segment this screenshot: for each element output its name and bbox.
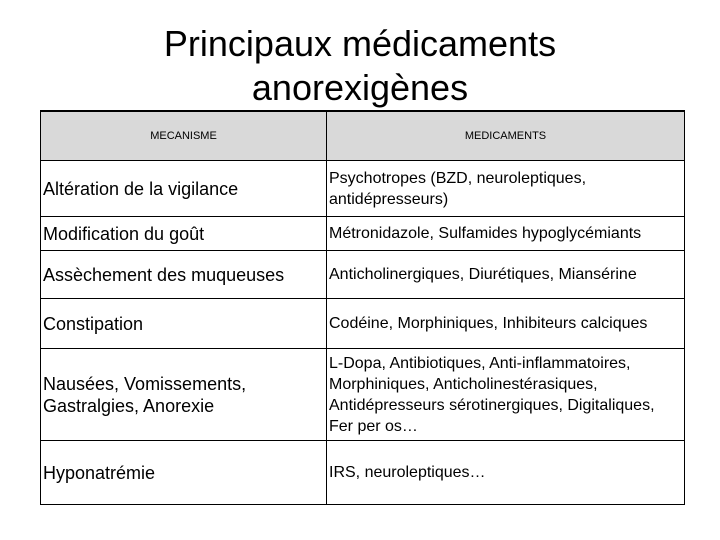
mechanism-cell: Altération de la vigilance bbox=[41, 161, 327, 217]
medications-cell: IRS, neuroleptiques… bbox=[327, 441, 685, 505]
medications-cell: Anticholinergiques, Diurétiques, Miansérine bbox=[327, 251, 685, 299]
table-row bbox=[41, 299, 685, 349]
table-row bbox=[41, 349, 685, 441]
mechanism-cell: Modification du goût bbox=[41, 217, 327, 251]
medications-cell: Codéine, Morphiniques, Inhibiteurs calciques bbox=[327, 299, 685, 349]
title-line-2: anorexigènes bbox=[251, 67, 469, 108]
mechanism-cell: Hyponatrémie bbox=[41, 441, 327, 505]
header-row bbox=[41, 111, 685, 161]
page-title bbox=[0, 22, 720, 110]
table-row bbox=[41, 217, 685, 251]
header-medications: MEDICAMENTS bbox=[327, 111, 685, 161]
mechanism-cell: Nausées, Vomissements, Gastralgies, Anorexie bbox=[41, 349, 327, 441]
table-row bbox=[41, 251, 685, 299]
header-mechanism: MECANISME bbox=[41, 111, 327, 161]
mechanism-cell: Assèchement des muqueuses bbox=[41, 251, 327, 299]
medications-cell: Psychotropes (BZD, neuroleptiques, antidépresseurs) bbox=[327, 161, 685, 217]
mechanism-cell: Constipation bbox=[41, 299, 327, 349]
table-row bbox=[41, 161, 685, 217]
title-line-1: Principaux médicaments bbox=[163, 23, 557, 64]
medication-table bbox=[40, 110, 685, 505]
table-row bbox=[41, 441, 685, 505]
medications-cell: Métronidazole, Sulfamides hypoglycémiants bbox=[327, 217, 685, 251]
medications-cell: L-Dopa, Antibiotiques, Anti-inflammatoires, Morphiniques, Anticholinestérasiques, Antidépresseurs sérotinergiques, Digitaliques, Fer per os… bbox=[327, 349, 685, 441]
